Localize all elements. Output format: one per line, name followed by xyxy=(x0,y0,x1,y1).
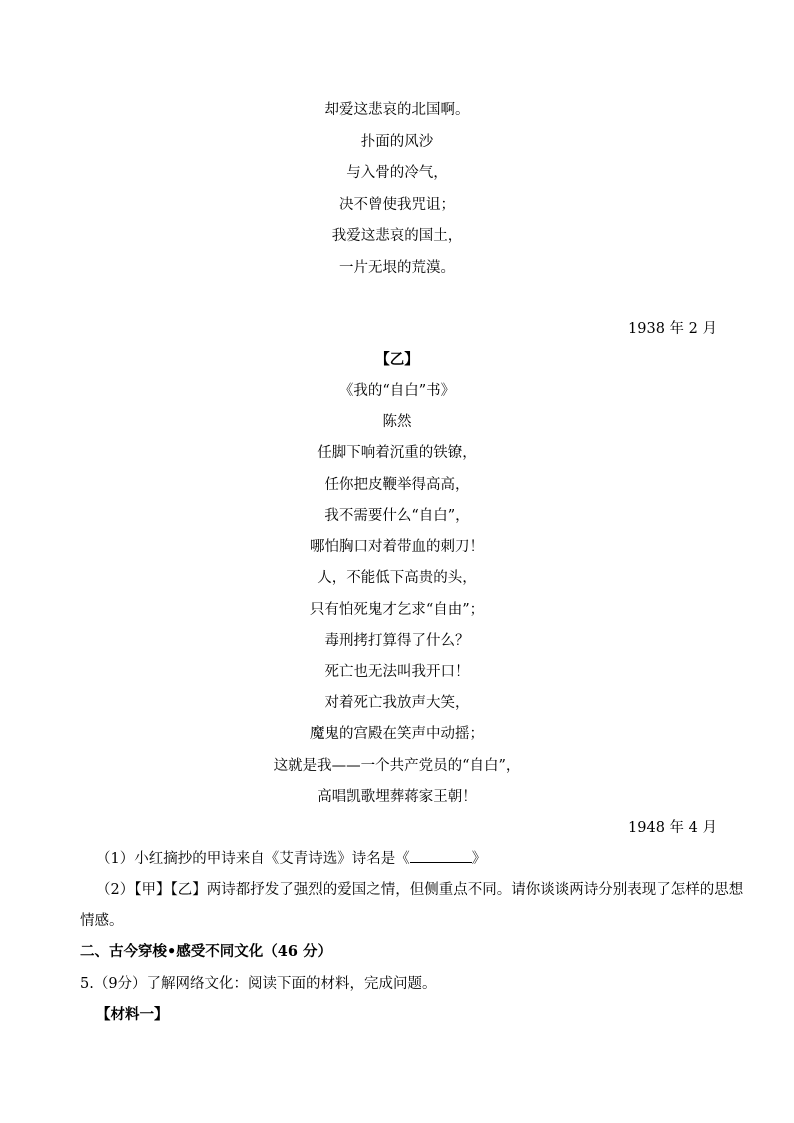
poem-jia-line-5: 我爱这悲哀的国土， xyxy=(331,228,463,244)
question-1-suffix: 》 xyxy=(471,851,487,867)
section-2-heading: 二、古今穿梭•感受不同文化（46 分） xyxy=(80,943,332,960)
poem-yi-line-5: 人，不能低下高贵的头， xyxy=(317,570,477,586)
poem-yi-line-2: 任你把皮鞭举得高高， xyxy=(324,477,470,493)
poem-jia-line-4: 决不曾使我咒诅； xyxy=(339,197,455,213)
poem-yi-line-1: 任脚下响着沉重的铁镣， xyxy=(317,445,477,461)
poem-jia-line-3: 与入骨的冷气， xyxy=(346,165,448,181)
question-2-line-1: （2）【甲】【乙】两诗都抒发了强烈的爱国之情，但侧重点不同。请你谈谈两诗分别表现了怎样的思想 xyxy=(96,882,744,898)
question-2-line-2: 情感。 xyxy=(80,913,124,929)
question-1 xyxy=(96,849,736,869)
poem-yi-line-10: 魔鬼的宫殿在笑声中动摇； xyxy=(310,726,484,742)
poem-jia-line-6: 一片无垠的荒漠。 xyxy=(339,260,455,276)
poem-yi-line-9: 对着死亡我放声大笑， xyxy=(324,695,470,711)
poem-jia-date: 1938 年 2 月 xyxy=(628,321,717,337)
poem-yi-line-8: 死亡也无法叫我开口！ xyxy=(324,664,470,680)
poem-yi-date: 1948 年 4 月 xyxy=(628,820,717,836)
poem-yi-marker: 【乙】 xyxy=(375,351,419,368)
material-1-label: 【材料一】 xyxy=(96,1006,169,1023)
poem-jia-line-2: 扑面的风沙 xyxy=(360,134,434,150)
poem-yi-title: 《我的“自白”书》 xyxy=(338,383,456,399)
poem-yi-author: 陈然 xyxy=(382,414,412,430)
poem-jia-line-1: 却爱这悲哀的北国啊。 xyxy=(324,102,470,118)
poem-yi-line-6: 只有怕死鬼才乞求“自由”； xyxy=(309,602,485,618)
poem-yi-line-3: 我不需要什么“自白”， xyxy=(324,508,470,524)
poem-yi-line-11: 这就是我——一个共产党员的“自白”， xyxy=(273,758,521,774)
poem-yi-line-4: 哪怕胸口对着带血的刺刀！ xyxy=(310,539,484,555)
poem-yi-line-12: 高唱凯歌埋葬蒋家王朝！ xyxy=(317,789,477,805)
question-1-prefix: （1）小红摘抄的甲诗来自《艾青诗选》诗名是《 xyxy=(96,851,410,867)
answer-blank[interactable] xyxy=(410,850,472,863)
question-5: 5.（9分）了解网络文化：阅读下面的材料，完成问题。 xyxy=(80,976,437,992)
poem-yi-line-7: 毒刑拷打算得了什么？ xyxy=(324,633,470,649)
